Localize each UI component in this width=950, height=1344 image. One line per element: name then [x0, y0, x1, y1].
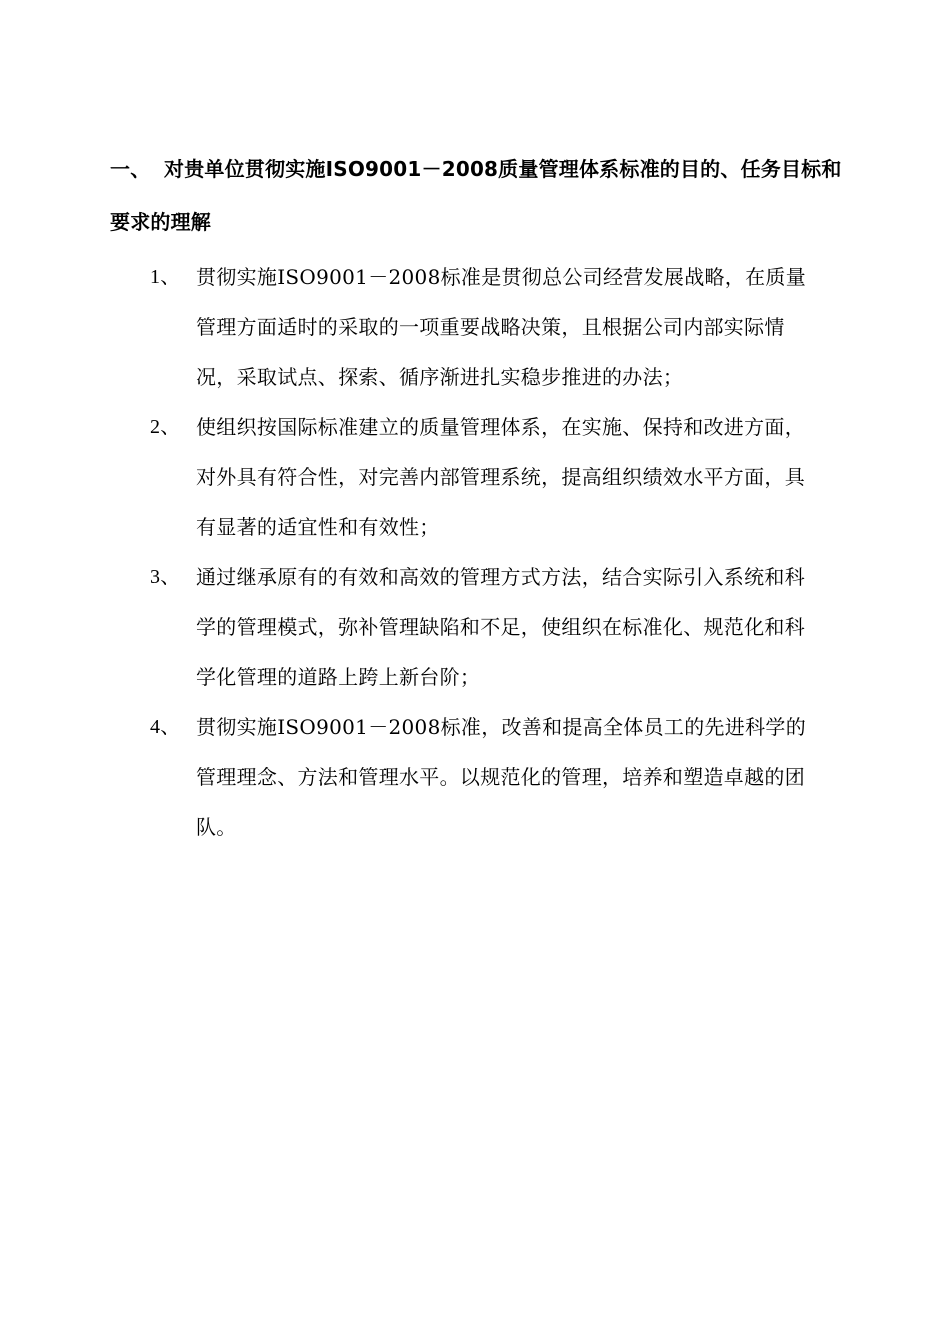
list-item-number: 4、 [150, 716, 181, 738]
list-item-text: 贯彻实施ISO9001－2008标准，改善和提高全体员工的先进科学的管理理念、方法和管理水平。以规范化的管理，培养和塑造卓越的团队。 [196, 715, 806, 839]
list-item-number: 3、 [150, 566, 181, 588]
section-heading [110, 143, 845, 249]
section-number: 一、 [110, 157, 151, 181]
list-item-number: 2、 [150, 416, 181, 438]
list-item [150, 702, 830, 852]
list-item [150, 402, 830, 552]
list-item [150, 552, 830, 702]
list-item-text: 贯彻实施ISO9001－2008标准是贯彻总公司经营发展战略，在质量管理方面适时的采取的一项重要战略决策，且根据公司内部实际情况，采取试点、探索、循序渐进扎实稳步推进的办法； [196, 265, 806, 389]
list-item-number: 1、 [150, 266, 181, 288]
numbered-list [150, 252, 830, 852]
list-item [150, 252, 830, 402]
section-title: 对贵单位贯彻实施ISO9001－2008质量管理体系标准的目的、任务目标和要求的理解 [110, 157, 842, 234]
list-item-text: 通过继承原有的有效和高效的管理方式方法，结合实际引入系统和科学的管理模式，弥补管理缺陷和不足，使组织在标准化、规范化和科学化管理的道路上跨上新台阶； [196, 565, 805, 689]
list-item-text: 使组织按国际标准建立的质量管理体系，在实施、保持和改进方面，对外具有符合性，对完善内部管理系统，提高组织绩效水平方面，具有显著的适宜性和有效性； [196, 415, 805, 539]
